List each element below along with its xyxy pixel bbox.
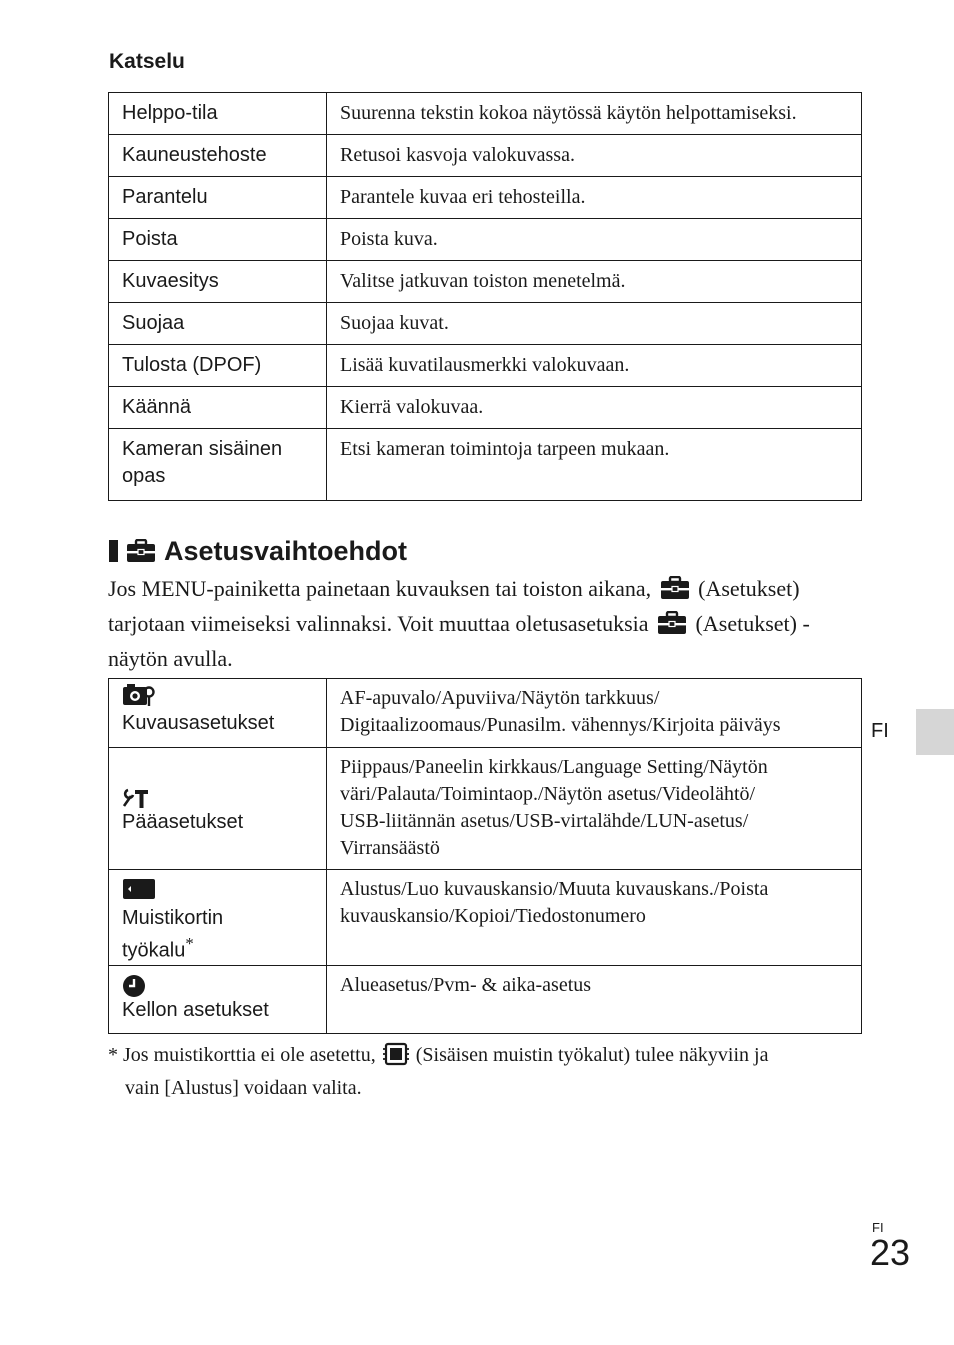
table-row [109, 135, 862, 177]
section-heading-katselu: Katselu [109, 50, 185, 73]
wrench-settings-icon [122, 782, 326, 810]
footnote-text: * Jos muistikorttia ei ole asetettu, [108, 1044, 376, 1066]
table-row [109, 429, 862, 501]
option-name: Käännä [109, 387, 327, 429]
table-row [109, 303, 862, 345]
option-description: Lisää kuvatilausmerkki valokuvaan. [327, 345, 862, 387]
option-description: Suojaa kuvat. [327, 303, 862, 345]
settings-items [327, 870, 862, 966]
table-row [109, 387, 862, 429]
section-title [109, 533, 407, 569]
option-name-line: Kameran sisäinen [122, 438, 283, 460]
table-row [109, 748, 862, 870]
settings-category [109, 966, 327, 1034]
internal-memory-icon [383, 1042, 409, 1074]
toolbox-icon [657, 611, 687, 643]
memory-card-icon [122, 870, 326, 906]
option-name [109, 429, 327, 501]
settings-category-name: Pääasetukset [122, 811, 244, 833]
settings-items-line: kuvauskansio/Kopioi/Tiedostonumero [340, 905, 646, 927]
asetukset-table [108, 678, 862, 1034]
katselu-table [108, 92, 862, 501]
settings-category-name: Kellon asetukset [122, 999, 269, 1021]
intro-text: (Asetukset) -näytön avulla. [108, 611, 810, 671]
option-description: Etsi kameran toimintoja tarpeen mukaan. [327, 429, 862, 501]
footnote-text: (Sisäisen muistin työkalut) tulee näkyviin ja [415, 1044, 769, 1066]
option-description: Poista kuva. [327, 219, 862, 261]
option-description: Suurenna tekstin kokoa näytössä käytön helpottamiseksi. [327, 93, 862, 135]
footnote [108, 1041, 868, 1102]
toolbox-icon [126, 539, 156, 563]
settings-items [327, 679, 862, 748]
intro-text: Jos MENU-painiketta painetaan kuvauksen tai toiston aikana, [108, 576, 652, 601]
settings-items-line: USB-liitännän asetus/USB-virtalähde/LUN-asetus/ [340, 810, 749, 832]
section-marker [109, 540, 118, 562]
table-row [109, 966, 862, 1034]
clock-icon [122, 966, 326, 998]
settings-items-line: Alustus/Luo kuvauskansio/Muuta kuvauskans./Poista [340, 878, 769, 900]
option-name: Parantelu [109, 177, 327, 219]
settings-items-line: AF-apuvalo/Apuviiva/Näytön tarkkuus/ [340, 687, 660, 709]
settings-category-name: Kuvausasetukset [122, 712, 275, 734]
settings-items-line: väri/Palauta/Toimintaop./Näytön asetus/Videolähtö/ [340, 783, 756, 805]
footnote-mark: * [185, 934, 194, 953]
option-name: Tulosta (DPOF) [109, 345, 327, 387]
settings-items-line: Piippaus/Paneelin kirkkaus/Language Setting/Näytön [340, 756, 768, 778]
table-row [109, 219, 862, 261]
settings-category [109, 870, 327, 966]
settings-category [109, 679, 327, 748]
settings-items [327, 748, 862, 870]
side-tab-label: FI [871, 720, 889, 742]
option-name: Suojaa [109, 303, 327, 345]
settings-category [109, 748, 327, 870]
option-name: Poista [109, 219, 327, 261]
option-description: Kierrä valokuvaa. [327, 387, 862, 429]
option-description: Parantele kuvaa eri tehosteilla. [327, 177, 862, 219]
intro-text: (Asetukset) tarjotaan viimeiseksi valinnaksi. Voit muuttaa oletusasetuksia [108, 576, 800, 636]
settings-items [327, 966, 862, 1034]
table-row [109, 261, 862, 303]
option-description: Valitse jatkuvan toiston menetelmä. [327, 261, 862, 303]
page-language: FI [872, 1220, 884, 1235]
settings-category-name: Muistikortin [122, 907, 224, 929]
settings-category-name: työkalu [122, 939, 186, 962]
option-name: Helppo-tila [109, 93, 327, 135]
footnote-text: vain [Alustus] voidaan valita. [125, 1077, 362, 1099]
option-name-line: opas [122, 465, 166, 487]
intro-paragraph [108, 573, 868, 674]
settings-items-line: Digitaalizoomaus/Punasilm. vähennys/Kirjoita päiväys [340, 714, 781, 736]
settings-items-line: Alueasetus/Pvm- & aika-asetus [340, 974, 592, 996]
camera-settings-icon [122, 679, 326, 711]
option-name: Kauneustehoste [109, 135, 327, 177]
table-row [109, 870, 862, 966]
side-tab [916, 709, 954, 755]
table-row [109, 345, 862, 387]
toolbox-icon [660, 576, 690, 608]
settings-items-line: Virransäästö [340, 837, 440, 859]
table-row [109, 679, 862, 748]
table-row [109, 93, 862, 135]
page-number: 23 [870, 1232, 911, 1273]
option-name: Kuvaesitys [109, 261, 327, 303]
table-row [109, 177, 862, 219]
section-title-text: Asetusvaihtoehdot [164, 535, 408, 566]
option-description: Retusoi kasvoja valokuvassa. [327, 135, 862, 177]
